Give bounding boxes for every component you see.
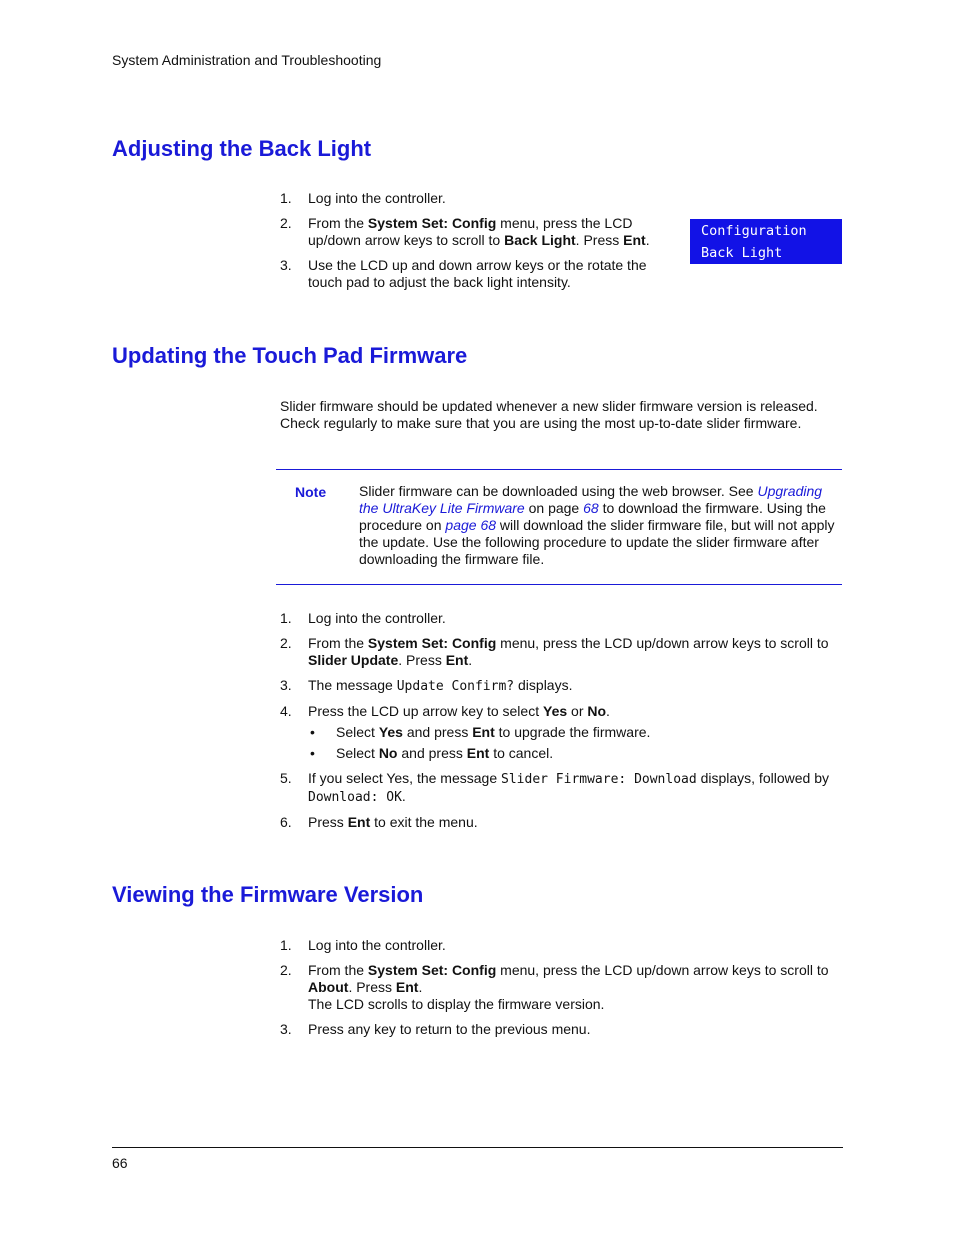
- step-number: 2.: [280, 962, 292, 978]
- step-text: The message: [308, 677, 397, 693]
- version-steps: [280, 937, 842, 1046]
- lcd-message: Slider Firmware: Download: [501, 772, 697, 787]
- lcd-line-1: Configuration: [701, 223, 807, 239]
- xref-link[interactable]: page 68: [445, 517, 497, 533]
- step-text: Use the LCD up and down arrow keys or the rotate the touch pad to adjust the back light intensity.: [308, 257, 647, 290]
- step-text: to upgrade the firmware.: [494, 724, 651, 740]
- step-text: From the: [308, 962, 368, 978]
- step-text: Press the LCD up arrow key to select: [308, 703, 543, 719]
- list-item: [280, 1021, 842, 1038]
- list-item: [280, 814, 842, 831]
- step-text: From the: [308, 635, 368, 651]
- step-text: Select: [336, 724, 379, 740]
- step-text: menu, press the LCD up/down arrow keys to scroll to: [496, 635, 829, 651]
- step-number: 1.: [280, 190, 292, 206]
- key-name: Ent: [472, 724, 495, 740]
- page-number: 66: [112, 1155, 128, 1171]
- step-text: Log into the controller.: [308, 190, 446, 206]
- note-box: [276, 469, 842, 585]
- menu-name: System Set: Config: [367, 962, 497, 978]
- option-name: No: [378, 745, 398, 761]
- step-text: .: [645, 232, 650, 248]
- note-text: to download the firmware. Using the procedure on: [359, 500, 826, 533]
- step-number: 5.: [280, 770, 292, 786]
- key-name: Ent: [395, 979, 419, 995]
- menu-name: System Set: Config: [367, 215, 497, 231]
- step-text: From the: [308, 215, 368, 231]
- step-text: menu, press the LCD up/down arrow keys to scroll to: [496, 962, 829, 978]
- lcd-message: Update Confirm?: [396, 679, 515, 694]
- section-title-touchpad: Updating the Touch Pad Firmware: [112, 343, 468, 368]
- step-text: If you select Yes, the message: [308, 770, 502, 786]
- running-head: System Administration and Troubleshooting: [112, 52, 382, 68]
- step-text: Press: [308, 814, 348, 830]
- step-number: 6.: [280, 814, 292, 830]
- step-text: or: [567, 703, 588, 719]
- list-item: [280, 190, 660, 207]
- list-item: [280, 257, 660, 291]
- note-body: [359, 483, 841, 568]
- note-text: on page: [524, 500, 584, 516]
- step-number: 3.: [280, 1021, 292, 1037]
- step-text: Log into the controller.: [308, 610, 446, 626]
- option-name: No: [587, 703, 607, 719]
- backlight-steps: [280, 190, 660, 299]
- step-text: .: [606, 703, 610, 719]
- step-result: The LCD scrolls to display the firmware version.: [308, 996, 605, 1012]
- list-item: [280, 610, 842, 627]
- section-title-backlight: Adjusting the Back Light: [112, 136, 372, 161]
- list-item: [280, 937, 842, 954]
- menu-item: About: [308, 979, 349, 995]
- step-text: Log into the controller.: [308, 937, 446, 953]
- menu-name: System Set: Config: [367, 635, 497, 651]
- step-text: menu, press the LCD up/down arrow keys to scroll to: [308, 215, 633, 248]
- step-text: . Press: [575, 232, 624, 248]
- step-number: 4.: [280, 703, 292, 719]
- step-text: displays.: [514, 677, 573, 693]
- bullet-icon: •: [310, 724, 315, 740]
- step-text: to cancel.: [489, 745, 554, 761]
- key-name: Ent: [347, 814, 371, 830]
- section-title-version: Viewing the Firmware Version: [112, 882, 424, 907]
- note-text: Slider firmware can be downloaded using the web browser. See: [359, 483, 758, 499]
- note-label: Note: [295, 484, 327, 500]
- step-text: to exit the menu.: [370, 814, 478, 830]
- xref-link[interactable]: Upgrading the UltraKey Lite Firmware: [359, 483, 823, 516]
- touchpad-steps: [280, 610, 842, 839]
- option-name: Yes: [543, 703, 568, 719]
- option-name: Yes: [378, 724, 403, 740]
- step-number: 1.: [280, 610, 292, 626]
- lcd-line-2: Back Light: [701, 245, 783, 261]
- step-text: and press: [397, 745, 467, 761]
- list-item: [280, 770, 842, 806]
- step-text: Select: [336, 745, 379, 761]
- step-number: 3.: [280, 257, 292, 273]
- touchpad-intro: Slider firmware should be updated whenever a new slider firmware version is released. Check regularly to make sure that you are using the most up-to-date slider firmware.: [280, 398, 818, 431]
- list-item: [280, 215, 660, 249]
- step-text: . Press: [348, 979, 396, 995]
- key-name: Ent: [445, 652, 469, 668]
- list-item: [280, 962, 842, 1013]
- step-text: .: [468, 652, 473, 668]
- sub-bullets: [308, 724, 842, 762]
- list-item: [280, 703, 842, 762]
- xref-link[interactable]: 68: [583, 500, 599, 516]
- key-name: Ent: [623, 232, 646, 248]
- step-text: and press: [402, 724, 473, 740]
- lcd-message: Download: OK: [308, 790, 402, 805]
- step-text: displays, followed by: [696, 770, 829, 786]
- step-number: 2.: [280, 215, 292, 231]
- list-item: [280, 677, 842, 695]
- bullet-item: [308, 724, 842, 741]
- bullet-item: [308, 745, 842, 762]
- list-item: [280, 635, 842, 669]
- menu-item: Slider Update: [308, 652, 399, 668]
- lcd-display: [690, 219, 842, 264]
- step-text: .: [418, 979, 423, 995]
- step-text: Press any key to return to the previous menu.: [308, 1021, 591, 1037]
- step-number: 3.: [280, 677, 292, 693]
- note-text: will download the slider firmware file, but will not apply the update. Use the following procedure to update the slider firmware after downloading the firmware file.: [359, 517, 835, 567]
- menu-item: Back Light: [504, 232, 576, 248]
- footer-rule: [112, 1147, 843, 1148]
- step-number: 2.: [280, 635, 292, 651]
- step-text: .: [401, 788, 406, 804]
- step-text: . Press: [398, 652, 446, 668]
- key-name: Ent: [466, 745, 490, 761]
- step-number: 1.: [280, 937, 292, 953]
- bullet-icon: •: [310, 745, 315, 761]
